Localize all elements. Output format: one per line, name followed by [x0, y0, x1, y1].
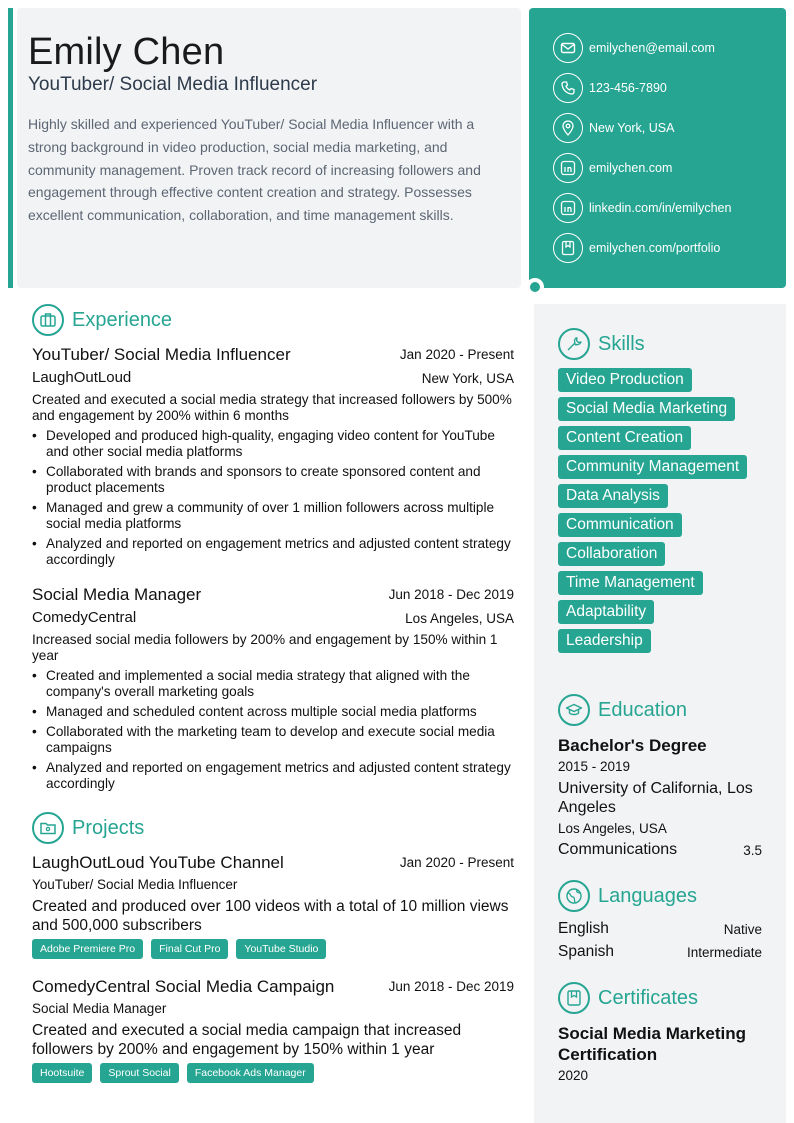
tool-tag: Adobe Premiere Pro [32, 939, 143, 959]
degree: Bachelor's Degree [558, 736, 707, 755]
certificate-name: Social Media Marketing Certification [558, 1024, 746, 1064]
job-title: YouTuber/ Social Media Influencer [32, 345, 291, 364]
language-level: Native [723, 922, 762, 937]
education-location: Los Angeles, USA [558, 821, 667, 836]
skills-list [558, 368, 778, 658]
project-title: ComedyCentral Social Media Campaign [32, 977, 335, 996]
contact-portfolio-text: emilychen.com/portfolio [589, 241, 721, 255]
accent-bar [8, 8, 13, 288]
contact-location-text: New York, USA [589, 121, 675, 135]
skill-tag: Collaboration [558, 542, 665, 566]
certificate-year: 2020 [558, 1068, 589, 1083]
contact-phone-text: 123-456-7890 [589, 81, 667, 95]
languages-title: Languages [598, 884, 697, 907]
job-summary: Increased social media followers by 200% and engagement by 150% within 1 year [32, 632, 498, 663]
education-title: Education [598, 698, 687, 721]
tool-tag: Hootsuite [32, 1063, 92, 1083]
list-item: • Developed and produced high-quality, engaging video content for YouTube and other social media platforms [32, 428, 516, 460]
list-item: • Managed and scheduled content across multiple social media platforms [32, 704, 516, 720]
graduation-cap-icon [558, 694, 590, 726]
profile-summary: Highly skilled and experienced YouTuber/ Social Media Influencer with a strong background in video production, social media marketing, and community management. Proven track record of increasing followers and engagement through effective content creation and strategy. Possesses excellent communication, collaboration, and time management skills. [28, 116, 481, 224]
job-date: Jun 2018 - Dec 2019 [388, 587, 514, 602]
education-years: 2015 - 2019 [558, 759, 631, 774]
list-item: • Analyzed and reported on engagement metrics and adjusted content strategy accordingly [32, 760, 516, 792]
candidate-name: Emily Chen [28, 31, 225, 73]
certificates-heading [558, 982, 698, 1014]
skill-tag: Content Creation [558, 426, 691, 450]
projects-heading [32, 812, 144, 844]
language-name: Spanish [558, 943, 615, 960]
list-item: • Analyzed and reported on engagement metrics and adjusted content strategy accordingly [32, 536, 516, 568]
certificates-title: Certificates [598, 986, 699, 1009]
job-location: Los Angeles, USA [405, 611, 514, 626]
education-heading [558, 694, 687, 726]
project-role: Social Media Manager [32, 1001, 167, 1016]
project-tags [32, 1063, 314, 1083]
contact-email[interactable] [553, 32, 715, 64]
languages-heading [558, 880, 697, 912]
job-title: Social Media Manager [32, 585, 202, 604]
location-pin-icon [553, 113, 583, 143]
job-company: ComedyCentral [32, 609, 137, 626]
job-location: New York, USA [421, 371, 514, 386]
tool-tag: Final Cut Pro [151, 939, 228, 959]
candidate-role: YouTuber/ Social Media Influencer [28, 74, 318, 95]
list-item: • Collaborated with brands and sponsors to create sponsored content and product placements [32, 464, 516, 496]
job-company: LaughOutLoud [32, 369, 132, 386]
list-item: • Collaborated with the marketing team to develop and execute social media campaigns [32, 724, 516, 756]
language-name: English [558, 920, 609, 937]
project-role: YouTuber/ Social Media Influencer [32, 877, 238, 892]
skill-tag: Community Management [558, 455, 747, 479]
contact-linkedin[interactable] [553, 192, 731, 224]
language-level: Intermediate [686, 945, 762, 960]
email-icon [553, 33, 583, 63]
wrench-icon [558, 328, 590, 360]
folder-icon [32, 812, 64, 844]
tool-tag: Sprout Social [100, 1063, 178, 1083]
phone-icon [553, 73, 583, 103]
tool-tag: Facebook Ads Manager [187, 1063, 314, 1083]
skill-tag: Leadership [558, 629, 651, 653]
field-of-study: Communications [558, 841, 678, 858]
job-bullets [32, 668, 516, 796]
contact-website[interactable] [553, 152, 672, 184]
job-summary: Created and executed a social media strategy that increased followers by 500% and engagement by 200% within 6 months [32, 392, 512, 423]
job-date: Jan 2020 - Present [399, 347, 514, 362]
project-date: Jun 2018 - Dec 2019 [388, 979, 514, 994]
gpa: 3.5 [743, 843, 762, 858]
linkedin-icon [553, 153, 583, 183]
list-item: • Created and implemented a social media strategy that aligned with the company's overall marketing goals [32, 668, 516, 700]
skills-heading [558, 328, 645, 360]
skill-tag: Communication [558, 513, 682, 537]
skill-tag: Social Media Marketing [558, 397, 735, 421]
contact-email-text: emilychen@email.com [589, 41, 715, 55]
skill-tag: Time Management [558, 571, 703, 595]
contact-location [553, 112, 674, 144]
skill-tag: Video Production [558, 368, 692, 392]
briefcase-icon [32, 304, 64, 336]
timeline-connector [526, 278, 544, 296]
project-description: Created and produced over 100 videos with a total of 10 million views and 500,000 subscribers [32, 898, 509, 934]
skill-tag: Data Analysis [558, 484, 668, 508]
linkedin-icon [553, 193, 583, 223]
school: University of California, Los Angeles [558, 780, 753, 816]
project-title: LaughOutLoud YouTube Channel [32, 853, 284, 872]
contact-website-text: emilychen.com [589, 161, 673, 175]
contact-linkedin-text: linkedin.com/in/emilychen [589, 201, 732, 215]
skills-title: Skills [598, 332, 645, 355]
experience-title: Experience [72, 308, 173, 331]
project-tags [32, 939, 326, 959]
project-date: Jan 2020 - Present [399, 855, 514, 870]
skill-tag: Adaptability [558, 600, 654, 624]
tool-tag: YouTube Studio [236, 939, 326, 959]
globe-icon [558, 880, 590, 912]
contact-phone[interactable] [553, 72, 667, 104]
portfolio-icon [553, 233, 583, 263]
projects-title: Projects [72, 816, 145, 839]
contact-portfolio[interactable] [553, 232, 720, 264]
experience-heading [32, 304, 172, 336]
job-bullets [32, 428, 516, 572]
certificate-icon [558, 982, 590, 1014]
project-description: Created and executed a social media campaign that increased followers by 200% and engagement by 150% within 1 year [32, 1022, 462, 1058]
list-item: • Managed and grew a community of over 1 million followers across multiple social media platforms [32, 500, 516, 532]
